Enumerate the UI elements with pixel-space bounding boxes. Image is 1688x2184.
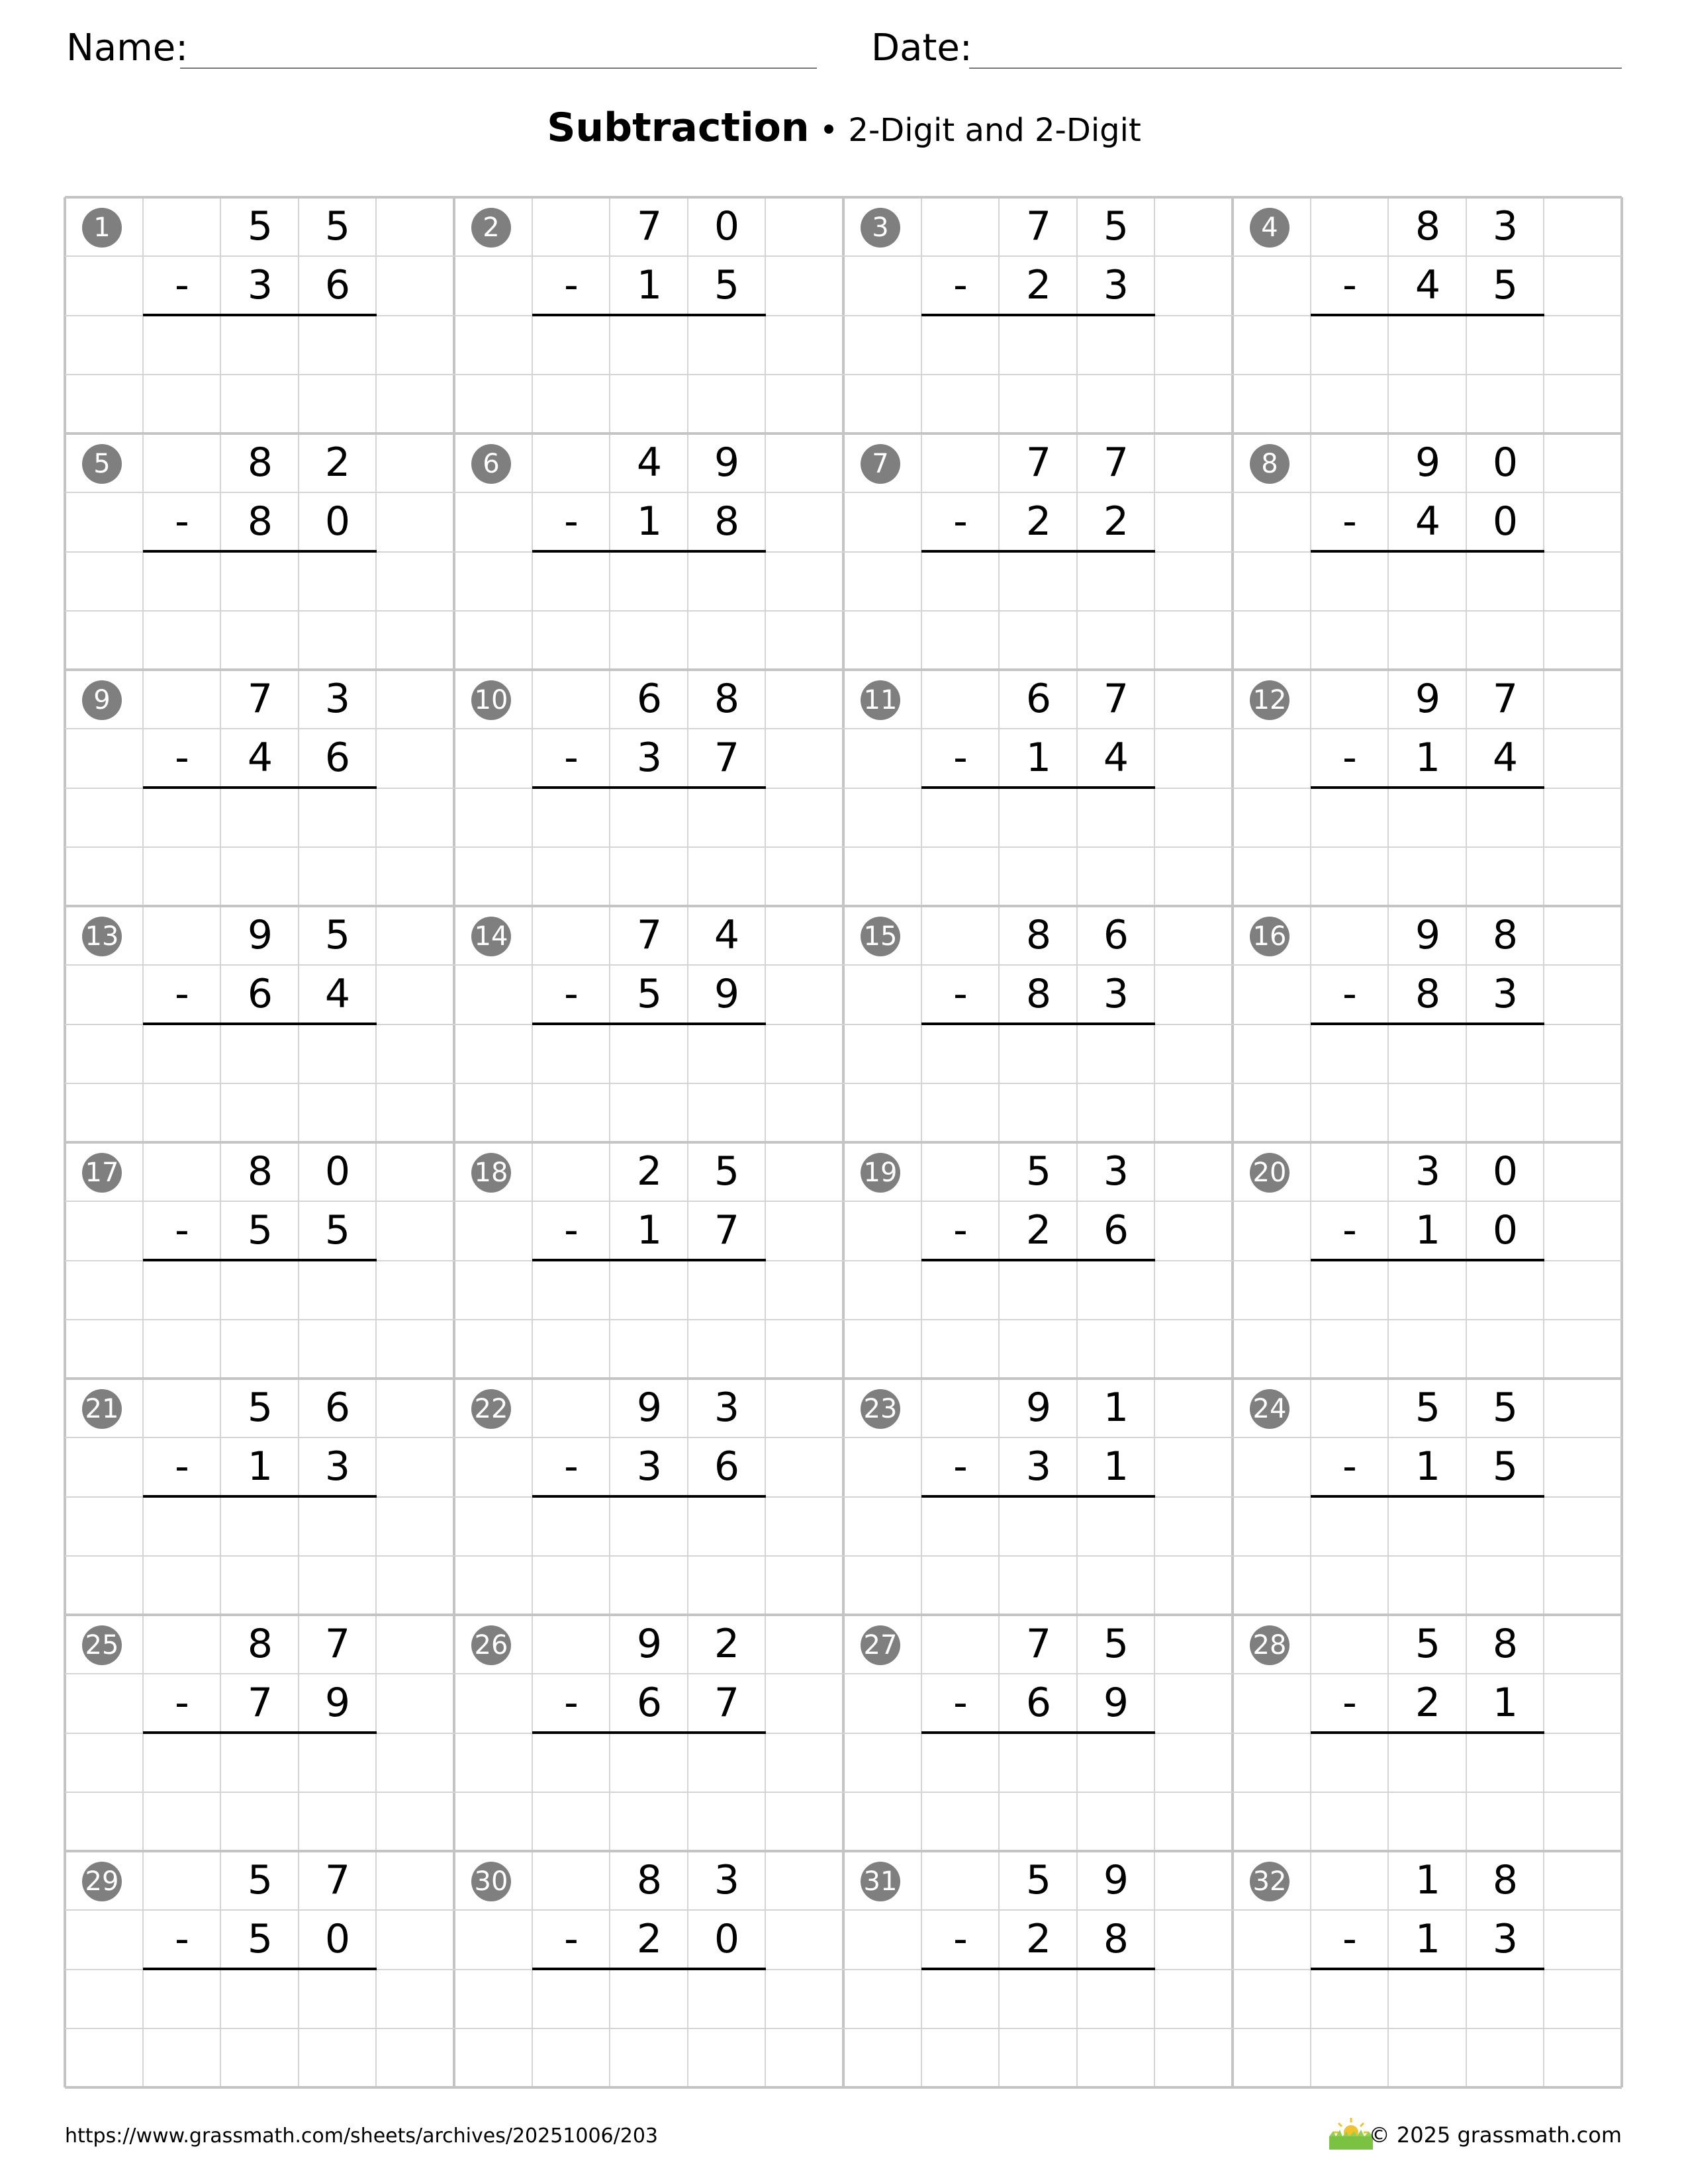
minuend-ones-digit: 4 <box>714 912 740 958</box>
problem-number-badge: 17 <box>82 1153 122 1193</box>
grass-sun-logo-icon <box>1328 2115 1374 2150</box>
problem <box>1233 1851 1622 2087</box>
subtrahend-ones-digit: 1 <box>1103 1443 1129 1490</box>
subtrahend-ones-digit: 9 <box>324 1680 351 1726</box>
minus-sign: - <box>953 1207 968 1253</box>
worksheet-title <box>0 105 1688 151</box>
problem-number-badge: 24 <box>1250 1389 1289 1429</box>
answer-line <box>921 1731 1155 1734</box>
answer-line <box>532 1495 766 1498</box>
minus-sign: - <box>953 971 968 1017</box>
subtrahend-tens-digit: 2 <box>1025 262 1052 308</box>
minuend-tens-digit: 8 <box>247 1148 273 1195</box>
subtrahend-ones-digit: 2 <box>1103 498 1129 545</box>
subtrahend-tens-digit: 1 <box>1415 1443 1441 1490</box>
minuend-tens-digit: 5 <box>1025 1857 1052 1903</box>
minuend-tens-digit: 7 <box>1025 1621 1052 1667</box>
minuend-tens-digit: 1 <box>1415 1857 1441 1903</box>
minus-sign: - <box>564 735 579 781</box>
minus-sign: - <box>953 1443 968 1490</box>
problem-number-badge: 10 <box>471 680 511 720</box>
minuend-ones-digit: 5 <box>324 912 351 958</box>
minuend-tens-digit: 4 <box>636 439 663 486</box>
problem-number-badge: 9 <box>82 680 122 720</box>
footer-url: https://www.grassmath.com/sheets/archives/20251006/203 <box>65 2124 659 2148</box>
answer-line <box>921 1495 1155 1498</box>
minuend-tens-digit: 9 <box>1415 439 1441 486</box>
minus-sign: - <box>953 262 968 308</box>
answer-line <box>143 1259 377 1261</box>
subtrahend-tens-digit: 7 <box>247 1680 273 1726</box>
problem-number-badge: 13 <box>82 917 122 956</box>
problem <box>843 670 1233 906</box>
title-main: Subtraction <box>547 105 810 151</box>
minuend-tens-digit: 6 <box>1025 676 1052 722</box>
subtrahend-tens-digit: 8 <box>1025 971 1052 1017</box>
subtrahend-tens-digit: 1 <box>1415 1916 1441 1962</box>
problem-number-badge: 32 <box>1250 1862 1289 1901</box>
answer-line <box>532 1259 766 1261</box>
answer-line <box>532 786 766 789</box>
problem <box>843 197 1233 433</box>
answer-line <box>532 1023 766 1025</box>
subtrahend-ones-digit: 0 <box>1492 498 1519 545</box>
problem <box>843 433 1233 670</box>
subtrahend-ones-digit: 0 <box>324 498 351 545</box>
problem-number-badge: 3 <box>861 208 900 248</box>
problem <box>843 906 1233 1142</box>
minuend-tens-digit: 9 <box>1415 676 1441 722</box>
answer-line <box>1311 314 1544 316</box>
answer-line <box>921 786 1155 789</box>
subtrahend-ones-digit: 6 <box>1103 1207 1129 1253</box>
subtrahend-ones-digit: 5 <box>714 262 740 308</box>
minuend-ones-digit: 5 <box>1103 203 1129 250</box>
minuend-tens-digit: 7 <box>1025 203 1052 250</box>
subtrahend-tens-digit: 1 <box>636 262 663 308</box>
minuend-tens-digit: 6 <box>636 676 663 722</box>
subtrahend-tens-digit: 2 <box>636 1916 663 1962</box>
minuend-ones-digit: 7 <box>1492 676 1519 722</box>
problem <box>65 1379 454 1615</box>
minuend-ones-digit: 8 <box>1492 1857 1519 1903</box>
subtrahend-tens-digit: 3 <box>636 735 663 781</box>
problem <box>1233 1379 1622 1615</box>
subtrahend-ones-digit: 8 <box>714 498 740 545</box>
minus-sign: - <box>564 262 579 308</box>
minus-sign: - <box>564 1207 579 1253</box>
subtrahend-ones-digit: 6 <box>324 262 351 308</box>
minus-sign: - <box>175 262 189 308</box>
subtrahend-ones-digit: 1 <box>1492 1680 1519 1726</box>
minus-sign: - <box>564 1680 579 1726</box>
answer-line <box>532 314 766 316</box>
minuend-ones-digit: 8 <box>1492 912 1519 958</box>
subtrahend-tens-digit: 5 <box>247 1207 273 1253</box>
subtrahend-ones-digit: 4 <box>324 971 351 1017</box>
minuend-ones-digit: 5 <box>714 1148 740 1195</box>
minuend-ones-digit: 5 <box>1103 1621 1129 1667</box>
problem-number-badge: 8 <box>1250 444 1289 484</box>
subtrahend-ones-digit: 3 <box>1492 971 1519 1017</box>
problem <box>454 1142 843 1379</box>
subtrahend-tens-digit: 6 <box>247 971 273 1017</box>
problem-number-badge: 1 <box>82 208 122 248</box>
answer-line <box>1311 786 1544 789</box>
problem <box>65 1851 454 2087</box>
minus-sign: - <box>175 971 189 1017</box>
answer-line <box>143 786 377 789</box>
minuend-tens-digit: 8 <box>247 1621 273 1667</box>
problem-number-badge: 26 <box>471 1625 511 1665</box>
problem <box>843 1379 1233 1615</box>
minuend-ones-digit: 5 <box>324 203 351 250</box>
minus-sign: - <box>953 735 968 781</box>
minuend-tens-digit: 5 <box>1025 1148 1052 1195</box>
problem <box>843 1851 1233 2087</box>
answer-line <box>1311 1731 1544 1734</box>
minuend-tens-digit: 8 <box>636 1857 663 1903</box>
minuend-tens-digit: 8 <box>247 439 273 486</box>
minuend-tens-digit: 8 <box>1025 912 1052 958</box>
problem-number-badge: 25 <box>82 1625 122 1665</box>
subtrahend-tens-digit: 6 <box>636 1680 663 1726</box>
problem <box>843 1615 1233 1851</box>
problem-number-badge: 30 <box>471 1862 511 1901</box>
subtrahend-tens-digit: 1 <box>1415 1207 1441 1253</box>
minuend-tens-digit: 5 <box>247 1385 273 1431</box>
problem-number-badge: 29 <box>82 1862 122 1901</box>
answer-line <box>143 550 377 553</box>
problem-number-badge: 16 <box>1250 917 1289 956</box>
subtrahend-ones-digit: 9 <box>714 971 740 1017</box>
minus-sign: - <box>564 1443 579 1490</box>
minuend-ones-digit: 3 <box>324 676 351 722</box>
minuend-ones-digit: 3 <box>714 1385 740 1431</box>
minus-sign: - <box>175 1916 189 1962</box>
minuend-ones-digit: 6 <box>324 1385 351 1431</box>
date-label: Date: <box>871 26 972 69</box>
subtrahend-ones-digit: 4 <box>1103 735 1129 781</box>
answer-line <box>1311 550 1544 553</box>
answer-line <box>921 1968 1155 1970</box>
answer-line <box>1311 1495 1544 1498</box>
problem-number-badge: 19 <box>861 1153 900 1193</box>
subtrahend-ones-digit: 7 <box>714 735 740 781</box>
minuend-tens-digit: 9 <box>247 912 273 958</box>
subtrahend-ones-digit: 5 <box>1492 262 1519 308</box>
subtrahend-tens-digit: 5 <box>636 971 663 1017</box>
name-label: Name: <box>66 26 189 69</box>
answer-line <box>143 1023 377 1025</box>
problem-number-badge: 4 <box>1250 208 1289 248</box>
subtrahend-ones-digit: 5 <box>324 1207 351 1253</box>
problem <box>1233 906 1622 1142</box>
minus-sign: - <box>953 1916 968 1962</box>
subtrahend-tens-digit: 3 <box>247 262 273 308</box>
problem <box>65 670 454 906</box>
minus-sign: - <box>564 498 579 545</box>
problem-number-badge: 12 <box>1250 680 1289 720</box>
minus-sign: - <box>175 735 189 781</box>
minuend-ones-digit: 8 <box>1492 1621 1519 1667</box>
subtrahend-tens-digit: 6 <box>1025 1680 1052 1726</box>
subtrahend-tens-digit: 4 <box>247 735 273 781</box>
problem-number-badge: 5 <box>82 444 122 484</box>
problem-number-badge: 31 <box>861 1862 900 1901</box>
problem-number-badge: 14 <box>471 917 511 956</box>
date-line <box>969 68 1622 69</box>
minus-sign: - <box>175 1443 189 1490</box>
subtrahend-ones-digit: 7 <box>714 1207 740 1253</box>
problem <box>65 433 454 670</box>
subtrahend-tens-digit: 8 <box>1415 971 1441 1017</box>
minuend-ones-digit: 7 <box>324 1857 351 1903</box>
subtrahend-ones-digit: 0 <box>714 1916 740 1962</box>
minus-sign: - <box>1342 1207 1357 1253</box>
minuend-ones-digit: 3 <box>1103 1148 1129 1195</box>
minuend-ones-digit: 2 <box>324 439 351 486</box>
minuend-ones-digit: 0 <box>714 203 740 250</box>
subtrahend-ones-digit: 6 <box>714 1443 740 1490</box>
minuend-tens-digit: 7 <box>636 912 663 958</box>
subtrahend-ones-digit: 9 <box>1103 1680 1129 1726</box>
problem <box>454 906 843 1142</box>
problem <box>65 197 454 433</box>
subtrahend-ones-digit: 5 <box>1492 1443 1519 1490</box>
minus-sign: - <box>1342 735 1357 781</box>
problem <box>454 1379 843 1615</box>
answer-line <box>532 1968 766 1970</box>
problem-number-badge: 21 <box>82 1389 122 1429</box>
minuend-ones-digit: 0 <box>1492 439 1519 486</box>
subtrahend-ones-digit: 4 <box>1492 735 1519 781</box>
subtrahend-tens-digit: 8 <box>247 498 273 545</box>
problem <box>843 1142 1233 1379</box>
subtrahend-tens-digit: 4 <box>1415 262 1441 308</box>
subtrahend-tens-digit: 1 <box>1025 735 1052 781</box>
minuend-ones-digit: 9 <box>1103 1857 1129 1903</box>
minuend-tens-digit: 9 <box>636 1385 663 1431</box>
subtrahend-tens-digit: 2 <box>1025 498 1052 545</box>
minus-sign: - <box>175 1680 189 1726</box>
problem-number-badge: 23 <box>861 1389 900 1429</box>
subtrahend-ones-digit: 6 <box>324 735 351 781</box>
problem-number-badge: 2 <box>471 208 511 248</box>
subtrahend-tens-digit: 1 <box>247 1443 273 1490</box>
answer-line <box>532 1731 766 1734</box>
minus-sign: - <box>1342 1680 1357 1726</box>
title-subtitle: 2-Digit and 2-Digit <box>848 112 1141 149</box>
footer-copyright: © 2025 grassmath.com <box>1368 2122 1622 2148</box>
problem <box>1233 433 1622 670</box>
minuend-tens-digit: 7 <box>247 676 273 722</box>
minuend-tens-digit: 8 <box>1415 203 1441 250</box>
minus-sign: - <box>564 971 579 1017</box>
minuend-ones-digit: 3 <box>714 1857 740 1903</box>
problem <box>454 433 843 670</box>
minuend-ones-digit: 7 <box>324 1621 351 1667</box>
problem-number-badge: 28 <box>1250 1625 1289 1665</box>
subtrahend-ones-digit: 3 <box>1103 971 1129 1017</box>
minus-sign: - <box>1342 971 1357 1017</box>
minus-sign: - <box>1342 262 1357 308</box>
answer-line <box>921 1259 1155 1261</box>
subtrahend-ones-digit: 7 <box>714 1680 740 1726</box>
answer-line <box>921 1023 1155 1025</box>
minus-sign: - <box>1342 498 1357 545</box>
minus-sign: - <box>1342 1916 1357 1962</box>
minus-sign: - <box>1342 1443 1357 1490</box>
answer-line <box>921 314 1155 316</box>
minuend-tens-digit: 5 <box>247 203 273 250</box>
problem <box>65 1142 454 1379</box>
minus-sign: - <box>175 498 189 545</box>
subtrahend-tens-digit: 3 <box>636 1443 663 1490</box>
minuend-tens-digit: 5 <box>247 1857 273 1903</box>
answer-line <box>921 550 1155 553</box>
problem-number-badge: 6 <box>471 444 511 484</box>
problem-number-badge: 20 <box>1250 1153 1289 1193</box>
problem-number-badge: 7 <box>861 444 900 484</box>
subtrahend-tens-digit: 2 <box>1025 1207 1052 1253</box>
problem-number-badge: 27 <box>861 1625 900 1665</box>
answer-line <box>1311 1259 1544 1261</box>
answer-line <box>532 550 766 553</box>
subtrahend-tens-digit: 1 <box>636 498 663 545</box>
problem <box>1233 1615 1622 1851</box>
minuend-tens-digit: 7 <box>1025 439 1052 486</box>
problem-number-badge: 18 <box>471 1153 511 1193</box>
answer-line <box>1311 1968 1544 1970</box>
subtrahend-ones-digit: 0 <box>1492 1207 1519 1253</box>
answer-line <box>143 1495 377 1498</box>
minuend-ones-digit: 8 <box>714 676 740 722</box>
answer-line <box>143 1731 377 1734</box>
problem-grid <box>65 197 1622 2087</box>
answer-line <box>143 314 377 316</box>
minus-sign: - <box>564 1916 579 1962</box>
subtrahend-tens-digit: 5 <box>247 1916 273 1962</box>
name-line <box>180 68 817 69</box>
minus-sign: - <box>175 1207 189 1253</box>
problem <box>1233 197 1622 433</box>
problem <box>454 1615 843 1851</box>
problem-number-badge: 22 <box>471 1389 511 1429</box>
subtrahend-tens-digit: 3 <box>1025 1443 1052 1490</box>
subtrahend-ones-digit: 8 <box>1103 1916 1129 1962</box>
problem <box>454 670 843 906</box>
subtrahend-ones-digit: 3 <box>1103 262 1129 308</box>
minuend-ones-digit: 9 <box>714 439 740 486</box>
minuend-tens-digit: 9 <box>1025 1385 1052 1431</box>
minuend-ones-digit: 1 <box>1103 1385 1129 1431</box>
minuend-ones-digit: 0 <box>1492 1148 1519 1195</box>
subtrahend-ones-digit: 3 <box>1492 1916 1519 1962</box>
title-separator: • <box>809 112 849 149</box>
minuend-tens-digit: 7 <box>636 203 663 250</box>
problem <box>65 1615 454 1851</box>
answer-line <box>143 1968 377 1970</box>
subtrahend-tens-digit: 2 <box>1415 1680 1441 1726</box>
minuend-tens-digit: 5 <box>1415 1621 1441 1667</box>
problem <box>65 906 454 1142</box>
problem <box>454 197 843 433</box>
problem <box>1233 1142 1622 1379</box>
minus-sign: - <box>953 1680 968 1726</box>
minuend-tens-digit: 9 <box>1415 912 1441 958</box>
problem-number-badge: 15 <box>861 917 900 956</box>
minus-sign: - <box>953 498 968 545</box>
minuend-tens-digit: 3 <box>1415 1148 1441 1195</box>
minuend-ones-digit: 7 <box>1103 439 1129 486</box>
subtrahend-tens-digit: 1 <box>636 1207 663 1253</box>
minuend-tens-digit: 5 <box>1415 1385 1441 1431</box>
problem <box>1233 670 1622 906</box>
minuend-ones-digit: 5 <box>1492 1385 1519 1431</box>
problem <box>454 1851 843 2087</box>
minuend-ones-digit: 3 <box>1492 203 1519 250</box>
subtrahend-tens-digit: 2 <box>1025 1916 1052 1962</box>
subtrahend-tens-digit: 1 <box>1415 735 1441 781</box>
minuend-tens-digit: 2 <box>636 1148 663 1195</box>
minuend-ones-digit: 0 <box>324 1148 351 1195</box>
problem-number-badge: 11 <box>861 680 900 720</box>
subtrahend-ones-digit: 0 <box>324 1916 351 1962</box>
subtrahend-ones-digit: 3 <box>324 1443 351 1490</box>
answer-line <box>1311 1023 1544 1025</box>
subtrahend-tens-digit: 4 <box>1415 498 1441 545</box>
minuend-ones-digit: 6 <box>1103 912 1129 958</box>
minuend-ones-digit: 2 <box>714 1621 740 1667</box>
minuend-tens-digit: 9 <box>636 1621 663 1667</box>
minuend-ones-digit: 7 <box>1103 676 1129 722</box>
